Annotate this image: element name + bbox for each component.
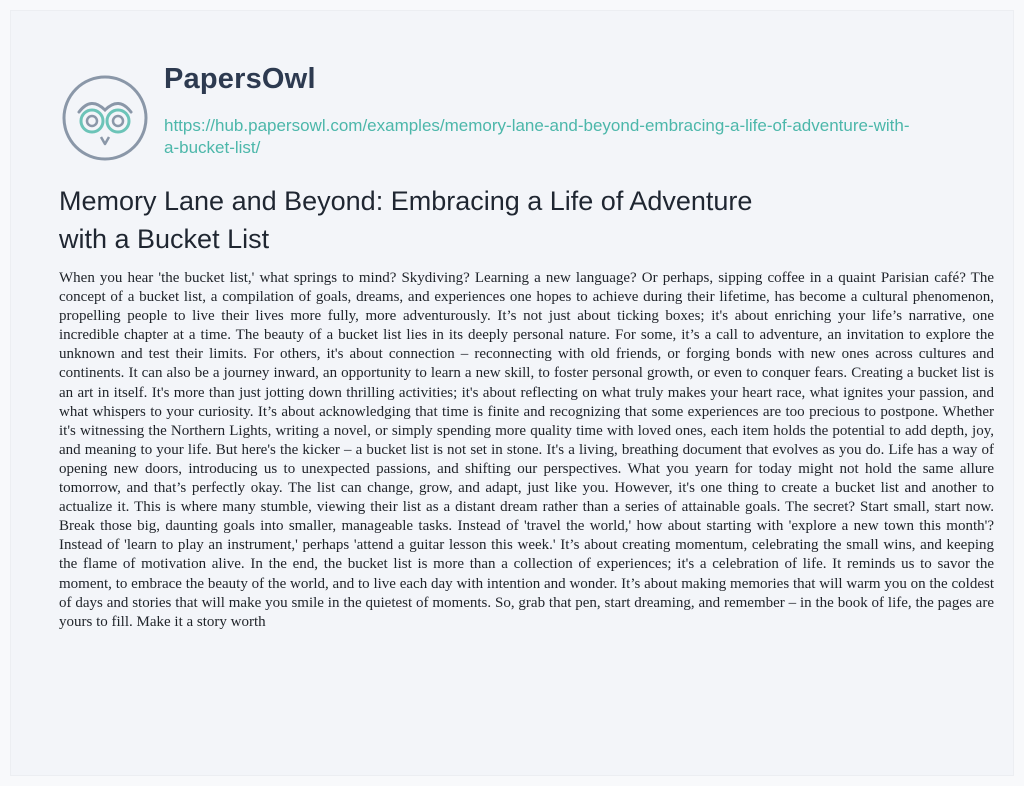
source-url-link[interactable]: https://hub.papersowl.com/examples/memory-lane-and-beyond-embracing-a-life-of-adventure-with-a-bucket-list/	[164, 116, 910, 157]
owl-eyes-icon	[61, 74, 149, 162]
article-title: Memory Lane and Beyond: Embracing a Life of Adventure with a Bucket List	[59, 186, 753, 254]
document-header	[61, 61, 961, 171]
brand-name: PapersOwl	[164, 63, 316, 95]
document-page	[10, 10, 1014, 776]
article-body: When you hear 'the bucket list,' what springs to mind? Skydiving? Learning a new language? Or perhaps, sipping coffee in a quaint Parisian café? The concept of a bucket list, a compilation of goals, dreams, and experiences one hopes to achieve during their lifetime, has become a cultural phenomenon, propelling people to live their lives more fully, more adventurously. It’s not just about ticking boxes; it's about enriching your life’s narrative, one incredible chapter at a time. The beauty of a bucket list lies in its deeply personal nature. For some, it’s a call to adventure, an invitation to explore the unknown and test their limits. For others, it's about connection – reconnecting with old friends, or forging bonds with new ones across cultures and continents. It can also be a journey inward, an opportunity to learn a new skill, to foster personal growth, or even to conquer fears. Creating a bucket list is an art in itself. It's more than just jotting down thrilling activities; it's about reflecting on what truly makes your heart race, what ignites your passion, and what whispers to your curiosity. It’s about acknowledging that time is finite and recognizing that some experiences are too precious to postpone. Whether it's witnessing the Northern Lights, writing a novel, or simply spending more quality time with loved ones, each item holds the potential to add depth, joy, and meaning to your life. But here's the kicker – a bucket list is not set in stone. It's a living, breathing document that evolves as you do. Life has a way of opening new doors, introducing us to unexpected passions, and shifting our perspectives. What you yearn for today might not hold the same allure tomorrow, and that’s perfectly okay. The list can change, grow, and adapt, just like you. However, it's one thing to create a bucket list and another to actualize it. This is where many stumble, viewing their list as a distant dream rather than a series of attainable goals. The secret? Start small, start now. Break those big, daunting goals into smaller, manageable tasks. Instead of 'travel the world,' how about starting with 'explore a new town this month'? Instead of 'learn to play an instrument,' perhaps 'attend a guitar lesson this week.' It’s about creating momentum, celebrating the small wins, and keeping the flame of motivation alive. In the end, the bucket list is more than a collection of experiences; it's a celebration of life. It reminds us to savor the moment, to embrace the beauty of the world, and to live each day with intention and wonder. It’s about making memories that will warm you on the coldest of days and stories that will make you smile in the quietest of moments. So, grab that pen, start dreaming, and remember – in the book of life, the pages are yours to fill. Make it a story worth	[59, 270, 994, 630]
